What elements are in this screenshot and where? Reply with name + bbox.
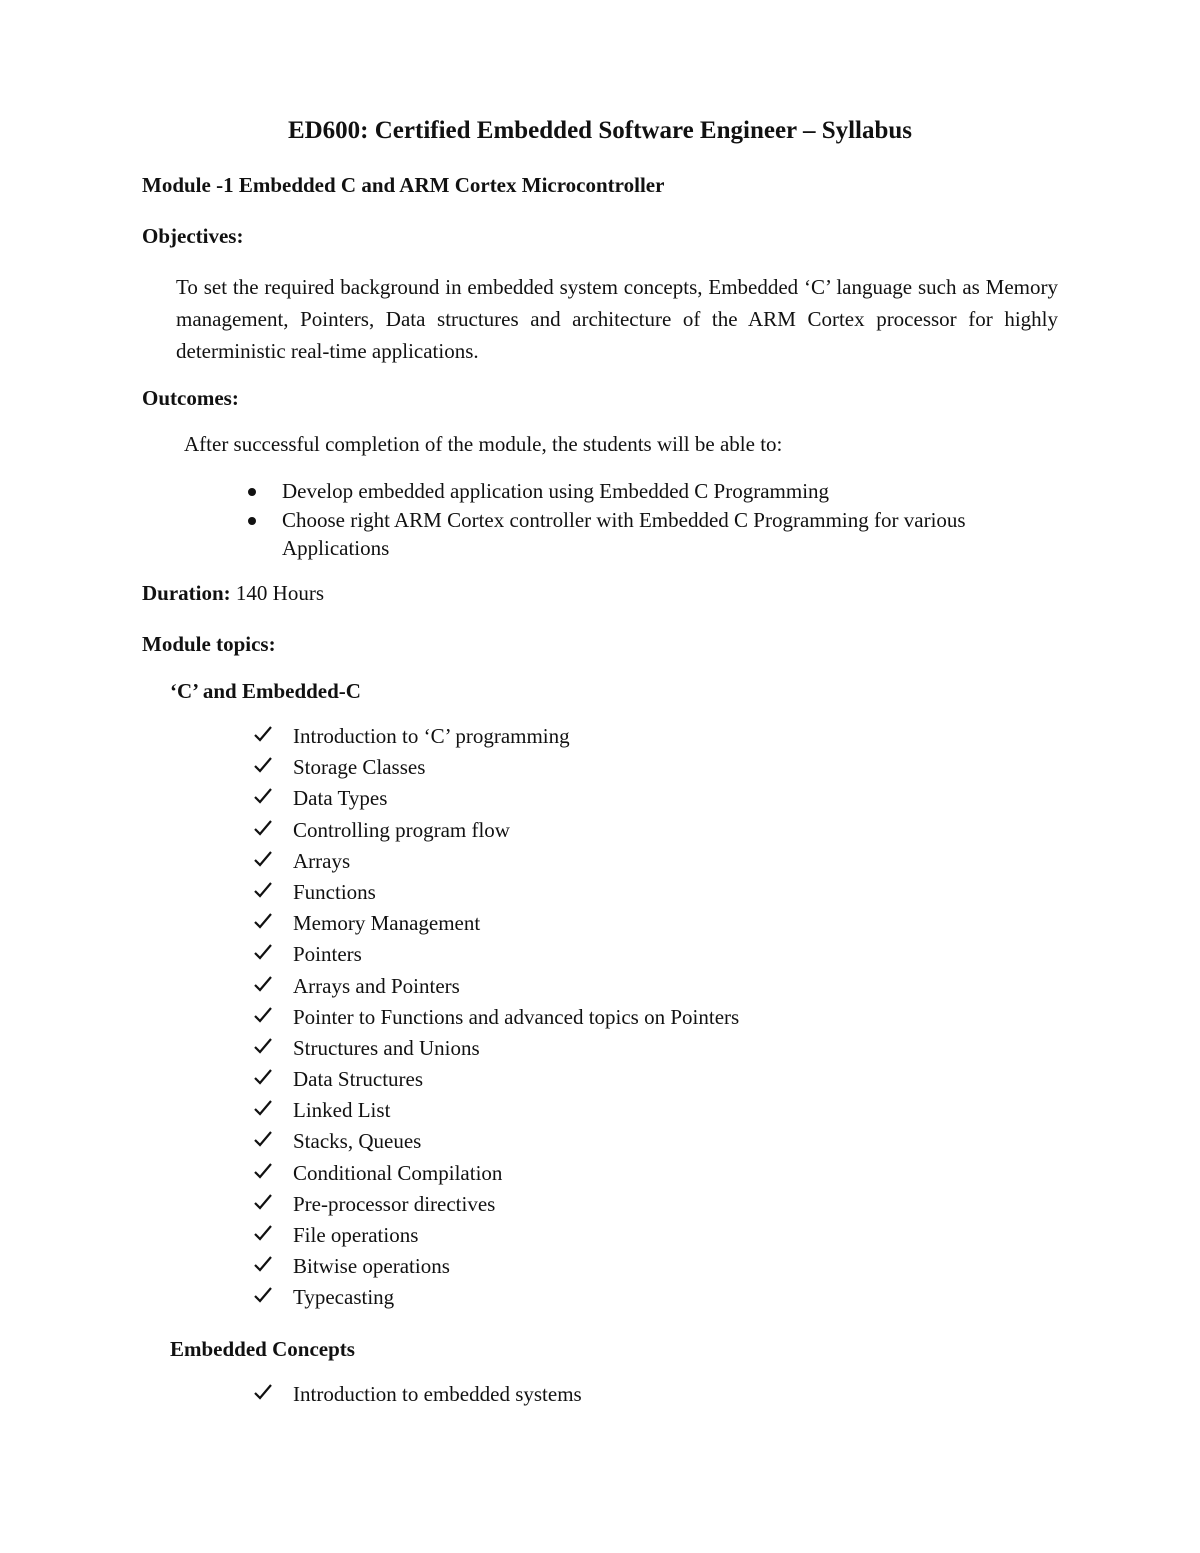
list-item	[253, 753, 739, 784]
section-heading-embedded-concepts: Embedded Concepts	[170, 1337, 355, 1361]
topic-text: Introduction to ‘C’ programming	[293, 724, 570, 748]
list-item	[253, 1283, 739, 1314]
checkmark-icon	[253, 1285, 273, 1305]
list-item	[142, 506, 1058, 562]
outcome-text: Develop embedded application using Embedded C Programming	[282, 479, 830, 503]
topic-text: Data Types	[293, 786, 388, 811]
checkmark-icon	[253, 1382, 273, 1402]
checkmark-icon	[253, 942, 273, 962]
duration-label: Duration:	[142, 581, 231, 605]
topic-text: Data Structures	[293, 1067, 424, 1092]
list-item	[253, 909, 739, 940]
module-topics-heading: Module topics:	[142, 632, 276, 656]
topic-text: Controlling program flow	[293, 817, 510, 842]
topic-text: File operations	[293, 1223, 419, 1247]
list-item	[253, 940, 739, 971]
list-item	[253, 722, 739, 753]
topic-list-embedded-concepts	[253, 1380, 582, 1411]
checkmark-icon	[253, 1192, 273, 1212]
outcome-text: Choose right ARM Cortex controller with Embedded C Programming for various Applications	[282, 508, 966, 560]
objectives-heading: Objectives:	[142, 224, 244, 248]
list-item	[253, 816, 739, 847]
list-item	[253, 972, 739, 1003]
duration-line	[142, 579, 324, 607]
objectives-paragraph: To set the required background in embedded system concepts, Embedded ‘C’ language such as Memory management, Pointers, Data structures and architecture of the ARM Cortex processor for highly deterministic real-time applications.	[176, 275, 1058, 363]
checkmark-icon	[253, 755, 273, 775]
topic-text: Arrays	[293, 848, 351, 873]
topic-text: Memory Management	[293, 911, 481, 936]
topic-text: Linked List	[293, 1098, 391, 1123]
list-item	[253, 1252, 739, 1283]
checkmark-icon	[253, 1129, 273, 1149]
section-heading-c-embedded: ‘C’ and Embedded-C	[170, 679, 361, 703]
checkmark-icon	[253, 849, 273, 869]
list-item	[253, 1190, 739, 1221]
topic-text: Arrays and Pointers	[293, 973, 460, 998]
topic-text: Bitwise operations	[293, 1254, 450, 1279]
checkmark-icon	[253, 818, 273, 838]
list-item	[253, 1380, 582, 1411]
topic-text: Introduction to embedded systems	[293, 1382, 582, 1406]
checkmark-icon	[253, 1098, 273, 1118]
list-item	[253, 1221, 739, 1252]
list-item	[253, 1096, 739, 1127]
list-item	[253, 1127, 739, 1158]
outcomes-intro: After successful completion of the module, the students will be able to:	[184, 432, 783, 456]
topic-text: Pointer to Functions and advanced topics on Pointers	[293, 1004, 740, 1029]
checkmark-icon	[253, 724, 273, 744]
topic-text: Pre-processor directives	[293, 1191, 496, 1216]
checkmark-icon	[253, 974, 273, 994]
list-item	[253, 1159, 739, 1190]
checkmark-icon	[253, 1005, 273, 1025]
topic-text: Storage Classes	[293, 755, 426, 780]
topic-text: Conditional Compilation	[293, 1160, 503, 1185]
list-item	[253, 1003, 739, 1034]
topic-text: Structures and Unions	[293, 1035, 480, 1060]
list-item	[253, 784, 739, 815]
list-item	[253, 1065, 739, 1096]
outcomes-heading: Outcomes:	[142, 386, 239, 410]
module-heading: Module -1 Embedded C and ARM Cortex Microcontroller	[142, 173, 665, 197]
document-title: ED600: Certified Embedded Software Engineer – Syllabus	[287, 117, 913, 144]
checkmark-icon	[253, 1161, 273, 1181]
checkmark-icon	[253, 786, 273, 806]
topic-text: Typecasting	[293, 1285, 395, 1310]
bullet-icon	[248, 488, 256, 496]
checkmark-icon	[253, 911, 273, 931]
list-item	[142, 477, 1058, 506]
outcomes-list	[142, 477, 1058, 562]
topic-text: Functions	[293, 879, 376, 904]
checkmark-icon	[253, 1067, 273, 1087]
list-item	[253, 847, 739, 878]
bullet-icon	[248, 517, 256, 525]
duration-value: 140 Hours	[235, 581, 325, 605]
topic-text: Pointers	[293, 942, 362, 967]
checkmark-icon	[253, 880, 273, 900]
list-item	[253, 878, 739, 909]
checkmark-icon	[253, 1254, 273, 1274]
checkmark-icon	[253, 1223, 273, 1243]
checkmark-icon	[253, 1036, 273, 1056]
topic-list-c-embedded	[253, 722, 739, 1315]
list-item	[253, 1034, 739, 1065]
topic-text: Stacks, Queues	[293, 1129, 422, 1154]
